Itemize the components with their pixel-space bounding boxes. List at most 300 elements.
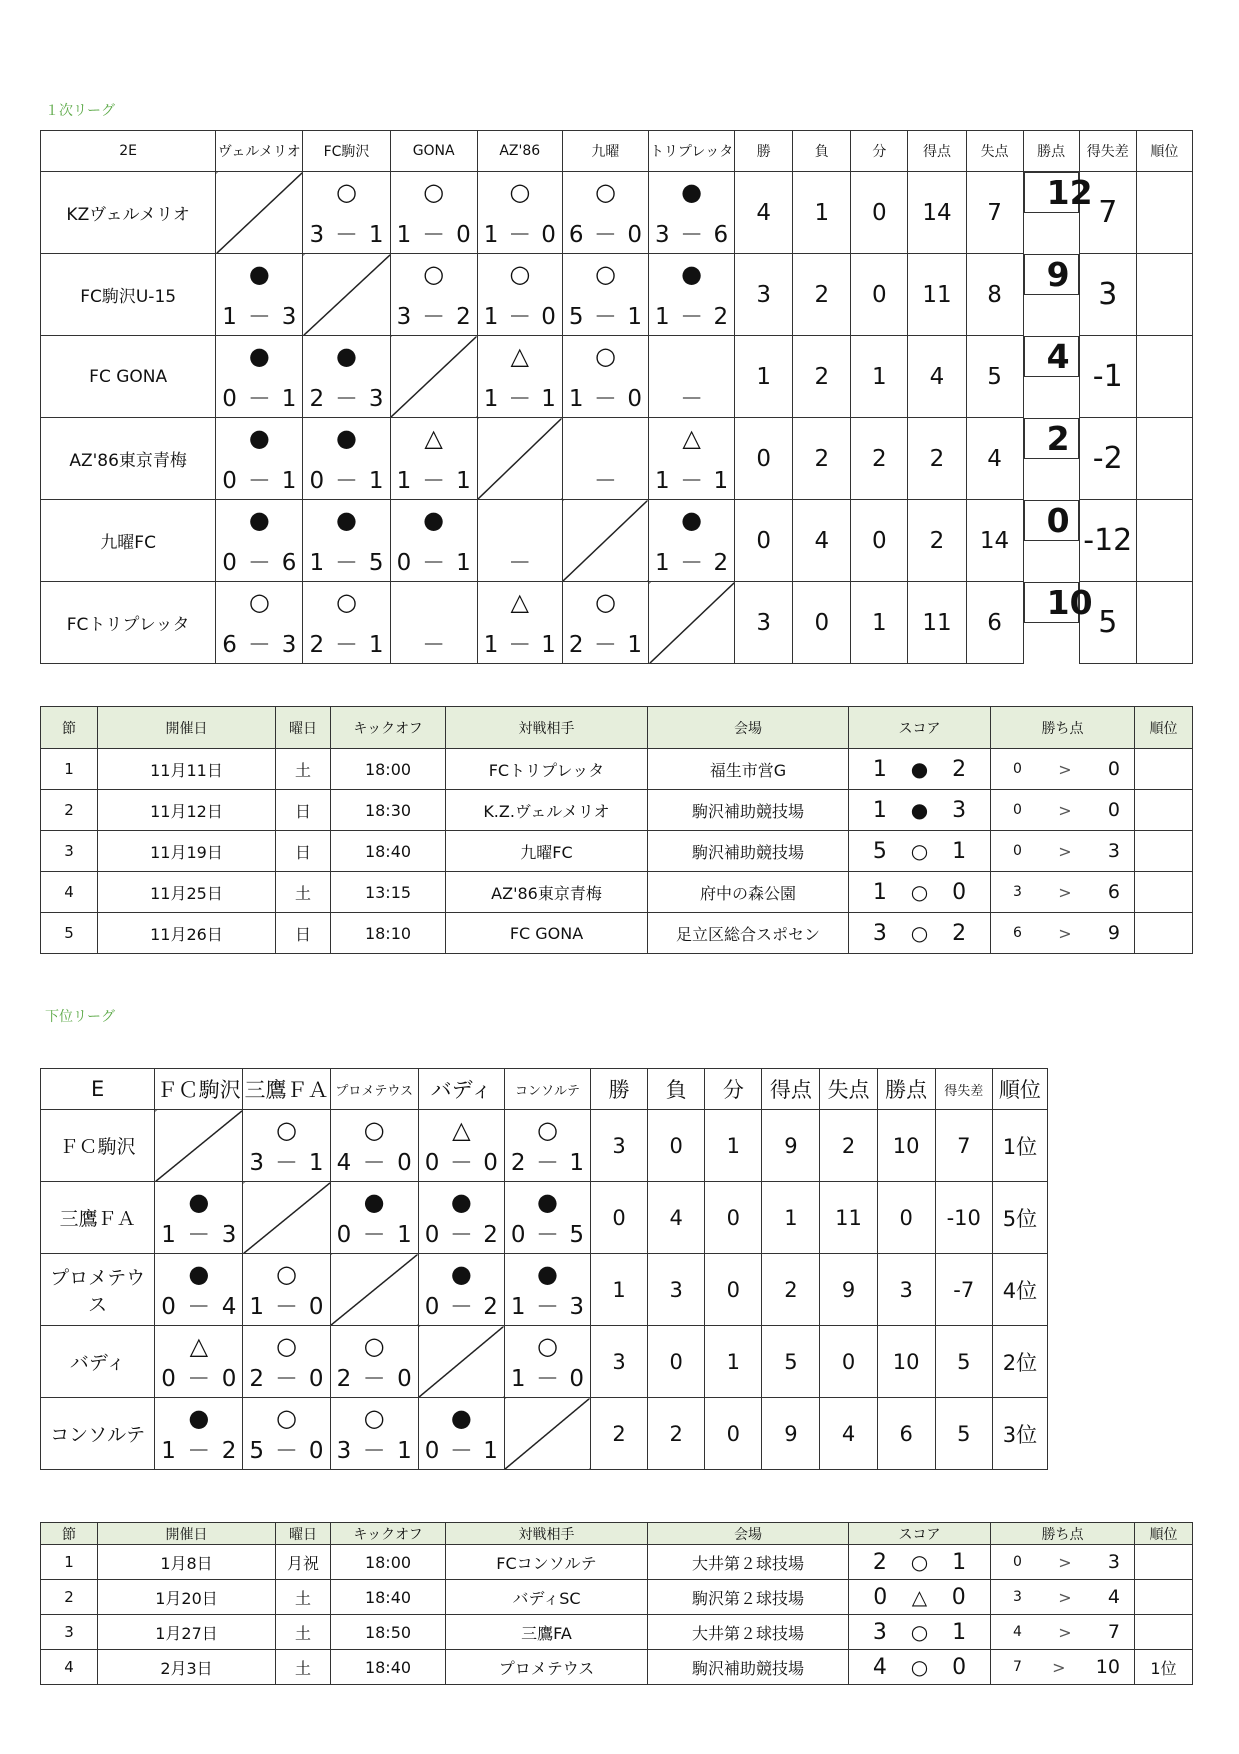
stat-value: 2 [851, 418, 908, 500]
stat-value: 0 [877, 1182, 935, 1254]
lower-league-table [40, 1068, 1048, 1470]
match-day: 土 [276, 1580, 331, 1615]
stat-value: 1 [705, 1110, 762, 1182]
score-dash: － [247, 468, 271, 494]
goals-for: 1 [483, 222, 499, 248]
stat-value: 0 [705, 1398, 762, 1470]
result-mark: ● [681, 506, 703, 534]
goals-for: 0 [222, 386, 237, 412]
stat-value: 3 [1079, 254, 1136, 336]
column-header: スコア [849, 707, 991, 749]
result-mark: ○ [910, 1655, 929, 1679]
stat-value: 11 [908, 254, 966, 336]
match-date: 11月19日 [98, 831, 276, 872]
stat-value: 2 [1024, 418, 1079, 459]
goals-for: 1 [655, 468, 670, 494]
goals-for: 1 [396, 468, 412, 494]
result-score [505, 1221, 590, 1249]
stat-header: 順位 [992, 1069, 1047, 1110]
first-league-table [40, 130, 1193, 664]
stat-value: 2 [648, 1398, 705, 1470]
stat-value: 1 [705, 1326, 762, 1398]
score-dash: － [247, 632, 271, 658]
team-name: ＦＣ駒沢 [41, 1110, 155, 1182]
stat-value: 0 [648, 1110, 705, 1182]
col-header: 九曜 [562, 131, 648, 172]
match-row [41, 790, 1193, 831]
venue: 大井第２球技場 [648, 1545, 849, 1580]
result-score [505, 1149, 590, 1177]
team-row [41, 582, 1193, 664]
rank [1135, 1580, 1193, 1615]
result-cell [504, 1182, 590, 1254]
team-row [41, 254, 1193, 336]
goals-against: 0 [456, 222, 471, 248]
result-score [216, 631, 302, 659]
result-mark: ○ [594, 342, 616, 370]
column-header: 順位 [1135, 1523, 1193, 1545]
score-dash: － [593, 632, 617, 658]
team-row [41, 336, 1193, 418]
result-mark: ● [188, 1260, 210, 1288]
team-name: 九曜FC [41, 500, 216, 582]
result-score [563, 385, 648, 413]
goals-against: 0 [397, 1150, 412, 1176]
opponent: K.Z.ヴェルメリオ [446, 790, 648, 831]
stat-header: 分 [851, 131, 908, 172]
goals-against: 6 [281, 550, 297, 576]
result-score [155, 1437, 242, 1465]
goals-for: 0 [222, 468, 237, 494]
score-dash: － [335, 632, 358, 658]
column-header: 曜日 [276, 1523, 331, 1545]
result-cell [243, 1398, 330, 1470]
score-dash: － [508, 632, 532, 658]
score-dash: － [680, 550, 704, 576]
goals-against: 0 [308, 1366, 324, 1392]
goals-against: 1 [397, 1222, 412, 1248]
goals-against: 1 [627, 304, 642, 330]
stat-value: 10 [1024, 582, 1079, 623]
goals-against: 3 [281, 304, 297, 330]
column-header: 勝ち点 [991, 1523, 1135, 1545]
result-mark: △ [911, 1585, 928, 1609]
stat-header: 勝 [591, 1069, 648, 1110]
result-mark: ○ [276, 1332, 297, 1360]
points [991, 1621, 1134, 1643]
result-cell [216, 418, 303, 500]
result-cell [330, 1326, 418, 1398]
points-after: 6 [1107, 881, 1120, 903]
goals-against: 6 [713, 222, 729, 248]
result-cell [649, 418, 735, 500]
match-number: 2 [41, 790, 98, 831]
points-before: 3 [1013, 1589, 1022, 1605]
stat-value: 5 [762, 1326, 820, 1398]
result-cell [418, 1254, 504, 1326]
score-for: 3 [872, 920, 887, 946]
stat-value: 0 [705, 1182, 762, 1254]
goals-against: 3 [368, 386, 384, 412]
goals-for: 2 [309, 632, 325, 658]
score-cell [849, 1545, 991, 1580]
opponent: 九曜FC [446, 831, 648, 872]
stat-value: 1 [851, 582, 908, 664]
result-score [155, 1365, 242, 1393]
result-mark: ○ [423, 178, 445, 206]
points-after: 3 [1107, 1551, 1120, 1573]
column-header: 節 [41, 1523, 98, 1545]
goals-for: 1 [568, 386, 584, 412]
stat-value [1136, 418, 1192, 500]
column-header: 対戦相手 [446, 707, 648, 749]
points-arrow: > [1058, 923, 1072, 943]
score-dash: － [680, 304, 704, 330]
result-mark: ● [188, 1404, 210, 1432]
goals-for: 1 [309, 550, 325, 576]
result-cell [155, 1110, 243, 1182]
header-row [41, 707, 1193, 749]
result-cell [330, 1398, 418, 1470]
result-cell [562, 336, 648, 418]
goals-for: 1 [655, 304, 670, 330]
stat-value: 5位 [992, 1182, 1047, 1254]
goals-against: 0 [308, 1294, 324, 1320]
match-number: 5 [41, 913, 98, 954]
result-cell [390, 582, 477, 664]
result-cell [330, 1182, 418, 1254]
result-cell [504, 1326, 590, 1398]
stat-value: 2 [793, 418, 851, 500]
score-dash: － [274, 1150, 298, 1176]
stat-value: 0 [705, 1254, 762, 1326]
result-cell [243, 1326, 330, 1398]
stat-value: 11 [820, 1182, 877, 1254]
points [991, 840, 1134, 862]
rank [1135, 831, 1193, 872]
score-dash: － [187, 1438, 211, 1464]
result-mark: ○ [910, 1550, 929, 1574]
kickoff-time: 18:00 [331, 749, 446, 790]
stat-header: 失点 [820, 1069, 877, 1110]
goals-against: 1 [308, 1150, 324, 1176]
goals-for: 0 [396, 550, 412, 576]
result-score [563, 631, 648, 659]
stat-value: 4 [820, 1398, 877, 1470]
stat-value: 0 [851, 500, 908, 582]
result-cell [155, 1326, 243, 1398]
score-dash: － [449, 1294, 473, 1320]
goals-against: 5 [569, 1222, 585, 1248]
result-mark: ○ [910, 1620, 929, 1644]
stat-value: 4位 [992, 1254, 1047, 1326]
stat-value: 7 [935, 1110, 992, 1182]
result-score [563, 221, 648, 249]
rank [1135, 1545, 1193, 1580]
result-cell [418, 1398, 504, 1470]
unplayed-dash: － [593, 468, 617, 494]
stat-value: 7 [1079, 172, 1136, 254]
score [849, 1550, 990, 1575]
goals-for: 5 [249, 1438, 265, 1464]
match-number: 3 [41, 1615, 98, 1650]
points-after: 3 [1107, 840, 1120, 862]
result-score [216, 549, 302, 577]
points [991, 758, 1134, 780]
header-row [41, 1069, 1048, 1110]
result-score [303, 467, 389, 495]
score-dash: － [593, 304, 617, 330]
score [849, 798, 990, 823]
col-header: トリプレッタ [649, 131, 735, 172]
match-day: 日 [276, 913, 331, 954]
result-mark: ○ [910, 880, 929, 904]
score-dash: － [449, 1438, 473, 1464]
kickoff-time: 18:00 [331, 1545, 446, 1580]
score-dash: － [535, 1366, 559, 1392]
result-cell [562, 418, 648, 500]
col-header: バディ [418, 1069, 504, 1110]
result-cell [216, 254, 303, 336]
result-mark: ○ [509, 260, 531, 288]
kickoff-time: 18:40 [331, 1580, 446, 1615]
stat-header: 負 [793, 131, 851, 172]
unplayed-dash: － [680, 386, 704, 412]
lower-league-schedule [40, 1522, 1193, 1685]
goals-for: 1 [249, 1294, 265, 1320]
result-mark: ● [536, 1188, 558, 1216]
points-arrow: > [1058, 1587, 1072, 1607]
result-score [478, 221, 562, 249]
score-dash: － [335, 386, 358, 412]
venue: 大井第２球技場 [648, 1615, 849, 1650]
goals-against: 0 [541, 304, 556, 330]
stat-value: 5 [935, 1398, 992, 1470]
venue: 駒沢補助競技場 [648, 831, 849, 872]
points-arrow: > [1058, 841, 1072, 861]
score-cell [849, 831, 991, 872]
match-date: 11月11日 [98, 749, 276, 790]
result-cell [418, 1110, 504, 1182]
score [849, 839, 990, 864]
result-cell [562, 254, 648, 336]
goals-for: 1 [396, 222, 412, 248]
points-arrow: > [1058, 1622, 1072, 1642]
result-mark: ○ [363, 1116, 385, 1144]
match-row [41, 1615, 1193, 1650]
result-mark: ○ [594, 260, 616, 288]
score-for: 4 [872, 1654, 887, 1680]
column-header: スコア [849, 1523, 991, 1545]
score-dash: － [449, 1222, 473, 1248]
lower-league-title: 下位リーグ [45, 1009, 115, 1025]
goals-against: 0 [483, 1150, 498, 1176]
stat-value: 5 [935, 1326, 992, 1398]
result-cell [504, 1398, 590, 1470]
goals-against: 2 [483, 1294, 498, 1320]
stat-value: 4 [1024, 336, 1079, 377]
goals-against: 0 [627, 386, 642, 412]
goals-for: 1 [655, 550, 670, 576]
result-score [303, 631, 389, 659]
result-cell [418, 1182, 504, 1254]
goals-against: 3 [221, 1222, 237, 1248]
result-score [243, 1365, 329, 1393]
col-header: ＦＣ駒沢 [155, 1069, 243, 1110]
result-score [243, 1437, 329, 1465]
goals-for: 0 [424, 1438, 440, 1464]
score-cell [849, 913, 991, 954]
team-name: AZ'86東京青梅 [41, 418, 216, 500]
team-row [41, 172, 1193, 254]
match-date: 2月3日 [98, 1650, 276, 1685]
column-header: 会場 [648, 1523, 849, 1545]
result-cell [155, 1398, 243, 1470]
match-day: 土 [276, 872, 331, 913]
result-score [649, 221, 734, 249]
match-date: 11月26日 [98, 913, 276, 954]
score-dash: － [187, 1366, 211, 1392]
team-row [41, 500, 1193, 582]
stat-header: 失点 [966, 131, 1023, 172]
team-row [41, 418, 1193, 500]
kickoff-time: 18:10 [331, 913, 446, 954]
result-cell [504, 1110, 590, 1182]
score-cell [849, 790, 991, 831]
result-mark: ● [336, 506, 357, 534]
stat-value: 3 [591, 1110, 648, 1182]
header-row [41, 131, 1193, 172]
stat-value: 1 [851, 336, 908, 418]
stat-value: 1 [735, 336, 793, 418]
stat-value: 2位 [992, 1326, 1047, 1398]
result-score [331, 1365, 418, 1393]
result-mark: △ [510, 588, 530, 616]
rank [1135, 913, 1193, 954]
result-mark: ○ [594, 178, 616, 206]
points [991, 1586, 1134, 1608]
stat-value: 0 [735, 500, 793, 582]
opponent: AZ'86東京青梅 [446, 872, 648, 913]
result-mark: ● [248, 342, 270, 370]
team-name: 三鷹ＦＡ [41, 1182, 155, 1254]
stat-value: 2 [908, 418, 966, 500]
rank [1135, 790, 1193, 831]
stat-value: -12 [1079, 500, 1136, 582]
score-dash: － [247, 304, 271, 330]
score-cell [849, 1650, 991, 1685]
score-dash: － [362, 1366, 386, 1392]
goals-against: 1 [541, 386, 556, 412]
goals-for: 1 [483, 386, 499, 412]
col-header: GONA [390, 131, 477, 172]
stat-value: -2 [1079, 418, 1136, 500]
result-mark: ● [248, 260, 270, 288]
result-cell [243, 1254, 330, 1326]
result-score [331, 1437, 418, 1465]
result-mark: △ [452, 1116, 471, 1144]
points-cell [991, 831, 1135, 872]
rank [1135, 1615, 1193, 1650]
goals-for: 0 [424, 1150, 440, 1176]
goals-for: 3 [249, 1150, 265, 1176]
stat-value: 6 [966, 582, 1023, 664]
goals-for: 0 [161, 1294, 176, 1320]
stat-header: 得点 [762, 1069, 820, 1110]
result-mark: △ [510, 342, 530, 370]
stat-value [1136, 254, 1192, 336]
score [849, 1620, 990, 1645]
match-date: 11月12日 [98, 790, 276, 831]
result-mark: ● [363, 1188, 385, 1216]
result-mark: ● [336, 342, 357, 370]
result-mark: ● [910, 757, 929, 781]
stat-value: 14 [908, 172, 966, 254]
goals-against: 5 [368, 550, 384, 576]
score-dash: － [535, 1294, 559, 1320]
stat-value: 3 [648, 1254, 705, 1326]
score-dash: － [422, 550, 446, 576]
points [991, 799, 1134, 821]
goals-for: 2 [568, 632, 584, 658]
result-score [216, 467, 302, 495]
goals-for: 1 [161, 1438, 176, 1464]
result-mark: ○ [248, 588, 270, 616]
result-cell [216, 582, 303, 664]
stat-value: 6 [877, 1398, 935, 1470]
rank [1135, 872, 1193, 913]
result-score [216, 303, 302, 331]
score-dash: － [247, 386, 271, 412]
result-cell [562, 582, 648, 664]
result-score [155, 1293, 242, 1321]
result-mark: ● [681, 178, 703, 206]
corner-label: E [41, 1069, 155, 1110]
goals-against: 2 [483, 1222, 498, 1248]
result-cell [504, 1254, 590, 1326]
points-cell [991, 790, 1135, 831]
score-for: 1 [872, 756, 887, 782]
venue: 駒沢補助競技場 [648, 790, 849, 831]
stat-value: 2 [762, 1254, 820, 1326]
column-header: 節 [41, 707, 98, 749]
result-mark: ○ [363, 1404, 385, 1432]
venue: 駒沢第２球技場 [648, 1580, 849, 1615]
result-mark: ● [450, 1404, 472, 1432]
result-score [649, 303, 734, 331]
column-header: 勝ち点 [991, 707, 1135, 749]
team-name: FCトリプレッタ [41, 582, 216, 664]
unplayed-dash: － [508, 550, 532, 576]
score-dash: － [274, 1438, 298, 1464]
stat-value: 5 [966, 336, 1023, 418]
result-cell [303, 172, 390, 254]
kickoff-time: 13:15 [331, 872, 446, 913]
result-score [419, 1149, 504, 1177]
header-row [41, 1523, 1193, 1545]
match-day: 土 [276, 749, 331, 790]
stat-value: 3 [735, 582, 793, 664]
result-mark: ○ [276, 1260, 297, 1288]
result-cell [418, 1326, 504, 1398]
match-row [41, 749, 1193, 790]
result-score [649, 467, 734, 495]
match-number: 4 [41, 872, 98, 913]
team-name: KZヴェルメリオ [41, 172, 216, 254]
result-score [391, 549, 477, 577]
goals-against: 1 [541, 632, 556, 658]
column-header: 会場 [648, 707, 849, 749]
